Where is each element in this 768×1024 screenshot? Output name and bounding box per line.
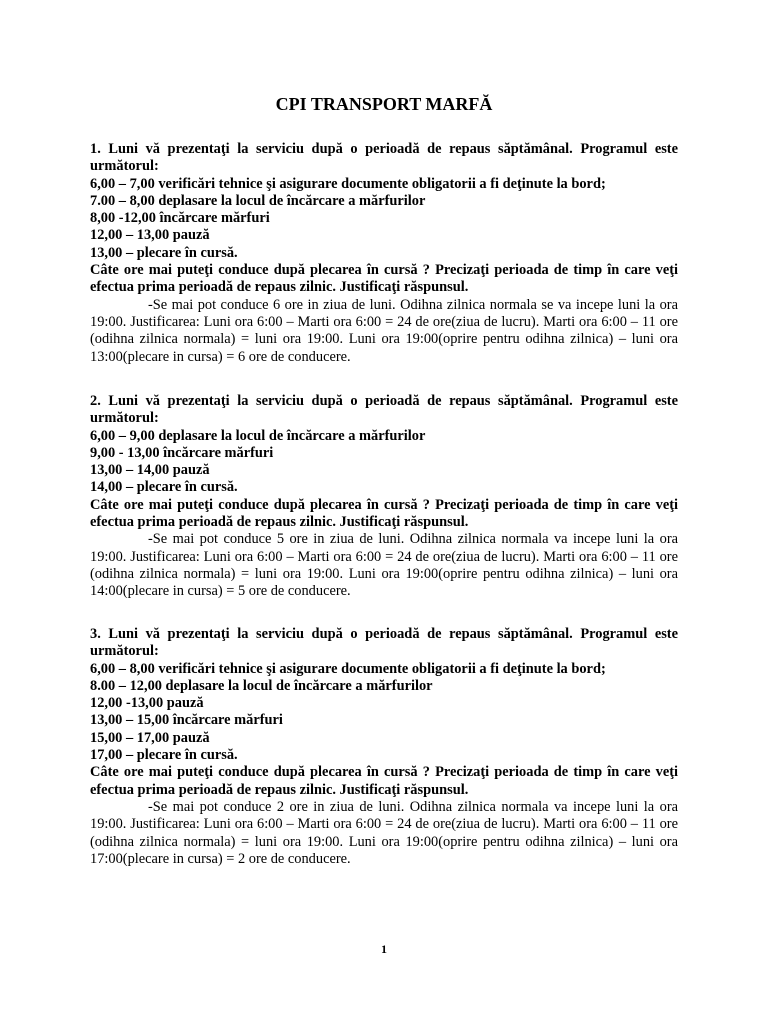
schedule-item: 13,00 – 15,00 încărcare mărfuri [90, 712, 283, 729]
question-block-3 [90, 626, 678, 868]
answer-text: -Se mai pot conduce 2 ore in ziua de luni. Odihna zilnica normala va incepe luni la ora 19:00. Justificarea: Luni ora 6:00 – Marti ora 6:00 = 24 de ore(ziua de lucru). Marti ora 6:00 – 11 ore (odihna zilnica normala) = luni ora 19:00. Luni ora 19:00(oprire pentru odihna zilnica) – luni ora 17:00(plecare in cursa) = 2 ore de conducere. [90, 798, 678, 867]
question-text: Câte ore mai puteţi conduce după plecarea în cursă ? Precizaţi perioada de timp în care veţi efectua prima perioadă de repaus zilnic. Justificaţi răspunsul. [90, 764, 678, 798]
page-title: CPI TRANSPORT MARFĂ [275, 94, 493, 114]
schedule-item: 12,00 -13,00 pauză [90, 695, 204, 712]
answer-text: -Se mai pot conduce 6 ore in ziua de luni. Odihna zilnica normala se va incepe luni la ora 19:00. Justificarea: Luni ora 6:00 – Marti ora 6:00 = 24 de ore(ziua de lucru). Marti ora 6:00 – 11 ore (odihna zilnica normala) = luni ora 19:00. Luni ora 19:00(oprire pentru odihna zilnica) – luni ora 13:00(plecare in cursa) = 6 ore de conducere. [90, 296, 678, 365]
schedule-item: 13,00 – 14,00 pauză [90, 462, 210, 479]
question-block-1 [90, 141, 678, 366]
question-block-2 [90, 393, 678, 601]
schedule-item: 8,00 -12,00 încărcare mărfuri [90, 210, 270, 227]
schedule-item: 6,00 – 7,00 verificări tehnice şi asigurare documente obligatorii a fi deţinute la bord; [90, 175, 606, 192]
question-intro: 3. Luni vă prezentaţi la serviciu după o perioadă de repaus săptămânal. Programul este următorul: [90, 626, 678, 660]
schedule-item: 12,00 – 13,00 pauză [90, 227, 210, 244]
schedule-item: 9,00 - 13,00 încărcare mărfuri [90, 444, 274, 461]
question-text: Câte ore mai puteţi conduce după plecarea în cursă ? Precizaţi perioada de timp în care veţi efectua prima perioadă de repaus zilnic. Justificaţi răspunsul. [90, 496, 678, 531]
answer-text: -Se mai pot conduce 5 ore in ziua de luni. Odihna zilnica normala va incepe luni la ora 19:00. Justificarea: Luni ora 6:00 – Marti ora 6:00 = 24 de ore(ziua de lucru). Marti ora 6:00 – 11 ore (odihna zilnica normala) = luni ora 19:00. Luni ora 19:00(oprire pentru odihna zilnica) – luni ora 14:00(plecare in cursa) = 5 ore de conducere. [90, 531, 678, 600]
schedule-item: 7.00 – 8,00 deplasare la locul de încărcare a mărfurilor [90, 192, 426, 209]
schedule-item: 15,00 – 17,00 pauză [90, 729, 210, 746]
question-intro: 2. Luni vă prezentaţi la serviciu după o perioadă de repaus săptămânal. Programul este următorul: [90, 393, 678, 427]
schedule-item: 17,00 – plecare în cursă. [90, 747, 238, 764]
schedule-item: 14,00 – plecare în cursă. [90, 479, 238, 496]
schedule-item: 6,00 – 8,00 verificări tehnice şi asigurare documente obligatorii a fi deţinute la bord; [90, 660, 606, 677]
schedule-item: 13,00 – plecare în cursă. [90, 244, 238, 261]
question-intro: 1. Luni vă prezentaţi la serviciu după o perioadă de repaus săptămânal. Programul este următorul: [90, 141, 678, 175]
schedule-item: 8.00 – 12,00 deplasare la locul de încărcare a mărfurilor [90, 677, 433, 694]
page-number: 1 [381, 942, 387, 956]
schedule-item: 6,00 – 9,00 deplasare la locul de încărcare a mărfurilor [90, 427, 426, 444]
question-text: Câte ore mai puteţi conduce după plecarea în cursă ? Precizaţi perioada de timp în care veţi efectua prima perioadă de repaus zilnic. Justificaţi răspunsul. [90, 262, 678, 296]
